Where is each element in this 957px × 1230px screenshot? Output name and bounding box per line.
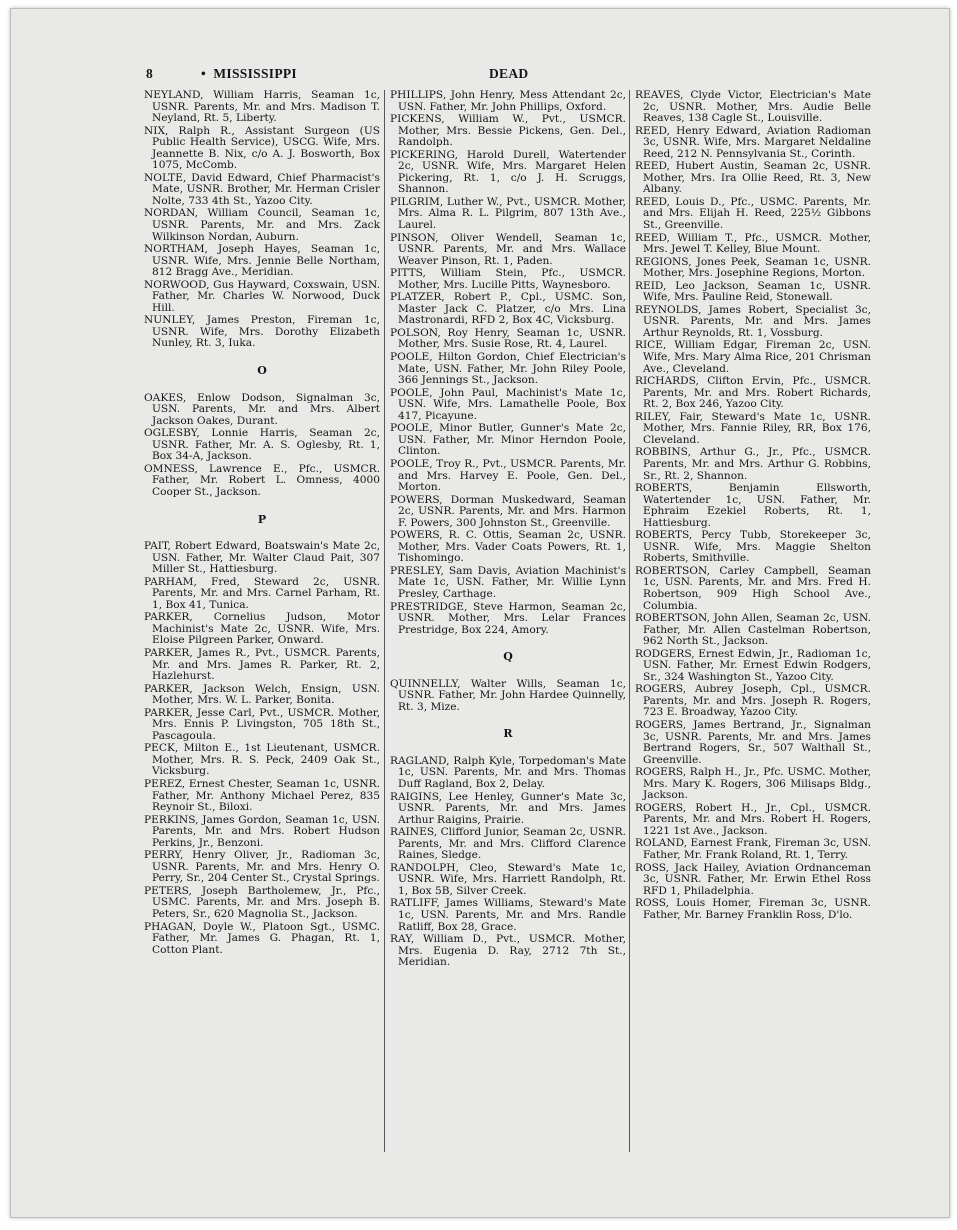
casualty-entry: ROBERTS, Percy Tubb, Storekeeper 3c, USNR. Wife, Mrs. Maggie Shelton Roberts, Smithville. — [635, 529, 871, 565]
casualty-entry: REID, Leo Jackson, Seaman 1c, USNR. Wife, Mrs. Pauline Reid, Stonewall. — [635, 279, 871, 304]
casualty-entry: PLATZER, Robert P., Cpl., USMC. Son, Master Jack C. Platzer, c/o Mrs. Lina Mastronardi, RFD 2, Box 4C, Vicksburg. — [390, 291, 626, 327]
casualty-entry: RAGLAND, Ralph Kyle, Torpedoman's Mate 1c, USN. Parents, Mr. and Mrs. Thomas Duff Ragland, Box 2, Delay. — [390, 754, 626, 790]
casualty-entry: NEYLAND, William Harris, Seaman 1c, USNR. Parents, Mr. and Mrs. Madison T. Neyland, Rt. 5, Liberty. — [144, 89, 380, 125]
casualty-entry: ROSS, Louis Homer, Fireman 3c, USNR. Father, Mr. Barney Franklin Ross, D'lo. — [635, 897, 871, 921]
casualty-entry: POLSON, Roy Henry, Seaman 1c, USNR. Mother, Mrs. Susie Rose, Rt. 4, Laurel. — [390, 326, 626, 351]
casualty-entry: ROGERS, Ralph H., Jr., Pfc. USMC. Mother, Mrs. Mary K. Rogers, 306 Milisaps Bldg., Jackson. — [635, 766, 871, 802]
casualty-entry: PERRY, Henry Oliver, Jr., Radioman 3c, USNR. Parents, Mr. and Mrs. Henry O. Perry, Sr., 204 Center St., Crystal Springs. — [144, 849, 380, 885]
casualty-entry: ROGERS, Robert H., Jr., Cpl., USMCR. Parents, Mr. and Mrs. Robert H. Rogers, 1221 1st Ave., Jackson. — [635, 801, 871, 837]
page-header — [146, 66, 876, 86]
casualty-entry: REAVES, Clyde Victor, Electrician's Mate 2c, USNR. Mother, Mrs. Audie Belle Reaves, 138 Cagle St., Louisville. — [635, 89, 871, 125]
casualty-entry: NIX, Ralph R., Assistant Surgeon (US Public Health Service), USCG. Wife, Mrs. Jeannette B. Nix, c/o A. J. Bosworth, Box 1075, McComb. — [144, 124, 380, 172]
casualty-entry: PERKINS, James Gordon, Seaman 1c, USN. Parents, Mr. and Mrs. Robert Hudson Perkins, Jr., Benzoni. — [144, 813, 380, 849]
section-letter: P — [257, 512, 267, 526]
column-2 — [390, 90, 626, 970]
casualty-entry: QUINNELLY, Walter Wills, Seaman 1c, USNR. Father, Mr. John Hardee Quinnelly, Rt. 3, Mize. — [390, 677, 626, 713]
casualty-entry: NUNLEY, James Preston, Fireman 1c, USNR. Wife, Mrs. Dorothy Elizabeth Nunley, Rt. 3, Iuka. — [144, 314, 380, 350]
casualty-entry: REYNOLDS, James Robert, Specialist 3c, USNR. Parents, Mr. and Mrs. James Arthur Reynolds, Rt. 1, Vossburg. — [635, 303, 871, 339]
section-letter: O — [257, 364, 267, 378]
casualty-entry: NORTHAM, Joseph Hayes, Seaman 1c, USNR. Wife, Mrs. Jennie Belle Northam, 812 Bragg Ave., Meridian. — [144, 243, 380, 279]
casualty-entry: ROGERS, Aubrey Joseph, Cpl., USMCR. Parents, Mr. and Mrs. Joseph R. Rogers, 723 E. Broadway, Yazoo City. — [635, 683, 871, 719]
casualty-entry: PILGRIM, Luther W., Pvt., USMCR. Mother, Mrs. Alma R. L. Pilgrim, 807 13th Ave., Laurel. — [390, 195, 626, 232]
casualty-entry: PHILLIPS, John Henry, Mess Attendant 2c, USN. Father, Mr. John Phillips, Oxford. — [390, 89, 626, 113]
section-title: DEAD — [489, 66, 529, 81]
casualty-entry: NORDAN, William Council, Seaman 1c, USNR. Parents, Mr. and Mrs. Zack Wilkinson Nordan, Auburn. — [144, 207, 380, 243]
casualty-entry: PARKER, Jesse Carl, Pvt., USMCR. Mother, Mrs. Ennis P. Livingston, 705 18th St., Pascagoula. — [144, 706, 380, 742]
section-letter: R — [503, 727, 513, 741]
casualty-entry: REED, Louis D., Pfc., USMC. Parents, Mr. and Mrs. Elijah H. Reed, 225½ Gibbons St., Greenville. — [635, 195, 871, 232]
casualty-entry: RODGERS, Ernest Edwin, Jr., Radioman 1c, USN. Father, Mr. Ernest Edwin Rodgers, Sr., 324 Washington St., Yazoo City. — [635, 647, 871, 683]
casualty-entry: ROBERTS, Benjamin Ellsworth, Watertender 1c, USN. Father, Mr. Ephraim Ezekiel Roberts, Rt. 1, Hattiesburg. — [635, 482, 871, 529]
casualty-entry: REED, William T., Pfc., USMCR. Mother, Mrs. Jewel T. Kelley, Blue Mount. — [635, 231, 871, 256]
casualty-entry: REED, Henry Edward, Aviation Radioman 3c, USNR. Wife, Mrs. Margaret Neldaline Reed, 212 N. Pennsylvania St., Corinth. — [635, 124, 871, 160]
page-number: 8 — [146, 66, 153, 81]
casualty-entry: POOLE, John Paul, Machinist's Mate 1c, USN. Wife, Mrs. Lamathelle Poole, Box 417, Picayune. — [390, 386, 626, 422]
section-letter: Q — [503, 650, 513, 664]
casualty-entry: RAY, William D., Pvt., USMCR. Mother, Mrs. Eugenia D. Ray, 2712 7th St., Meridian. — [390, 933, 626, 969]
casualty-entry: PICKENS, William W., Pvt., USMCR. Mother, Mrs. Bessie Pickens, Gen. Del., Randolph. — [390, 113, 626, 149]
casualty-entry: PEREZ, Ernest Chester, Seaman 1c, USNR. Father, Mr. Anthony Michael Perez, 835 Reynoir St., Biloxi. — [144, 777, 380, 814]
casualty-entry: RANDOLPH, Cleo, Steward's Mate 1c, USNR. Wife, Mrs. Harriett Randolph, Rt. 1, Box 5B, Silver Creek. — [390, 861, 626, 897]
casualty-entry: ROSS, Jack Hailey, Aviation Ordnanceman 3c, USNR. Father, Mr. Erwin Ethel Ross RFD 1, Philadelphia. — [635, 861, 871, 897]
casualty-entry: ROLAND, Earnest Frank, Fireman 3c, USN. Father, Mr. Frank Roland, Rt. 1, Terry. — [635, 837, 871, 861]
casualty-entry: POOLE, Minor Butler, Gunner's Mate 2c, USN. Father, Mr. Minor Herndon Poole, Clinton. — [390, 422, 626, 458]
column-rule — [629, 90, 630, 1152]
casualty-entry: PARKER, Cornelius Judson, Motor Machinist's Mate 2c, USNR. Wife, Mrs. Eloise Pilgreen Parker, Onward. — [144, 611, 380, 647]
casualty-entry: ROBERTSON, Carley Campbell, Seaman 1c, USN. Parents, Mr. and Mrs. Fred H. Robertson, 909 High School Ave., Columbia. — [635, 564, 871, 612]
casualty-entry: PICKERING, Harold Durell, Watertender 2c, USNR. Wife, Mrs. Margaret Helen Pickering, Rt. 1, c/o J. H. Scruggs, Shannon. — [390, 148, 626, 196]
casualty-entry: RAINES, Clifford Junior, Seaman 2c, USNR. Parents, Mr. and Mrs. Clifford Clarence Raines, Sledge. — [390, 826, 626, 862]
casualty-entry: POOLE, Troy R., Pvt., USMCR. Parents, Mr. and Mrs. Harvey E. Poole, Gen. Del., Morton. — [390, 457, 626, 494]
casualty-entry: PARHAM, Fred, Steward 2c, USNR. Parents, Mr. and Mrs. Carnel Parham, Rt. 1, Box 41, Tunica. — [144, 575, 380, 611]
casualty-entry: RATLIFF, James Williams, Steward's Mate 1c, USN. Parents, Mr. and Mrs. Randle Ratliff, Box 28, Grace. — [390, 897, 626, 933]
casualty-entry: PITTS, William Stein, Pfc., USMCR. Mother, Mrs. Lucille Pitts, Waynesboro. — [390, 267, 626, 291]
column-1 — [144, 90, 380, 957]
casualty-entry: RAIGINS, Lee Henley, Gunner's Mate 3c, USNR. Parents, Mr. and Mrs. James Arthur Raigins, Prairie. — [390, 790, 626, 826]
casualty-entry: RICHARDS, Clifton Ervin, Pfc., USMCR. Parents, Mr. and Mrs. Robert Richards, Rt. 2, Box 246, Yazoo City. — [635, 375, 871, 411]
casualty-entry: NORWOOD, Gus Hayward, Coxswain, USN. Father, Mr. Charles W. Norwood, Duck Hill. — [144, 278, 380, 314]
casualty-entry: ROBERTSON, John Allen, Seaman 2c, USN. Father, Mr. Allen Castelman Robertson, 962 North St., Jackson. — [635, 612, 871, 648]
casualty-entry: OAKES, Enlow Dodson, Signalman 3c, USN. Parents, Mr. and Mrs. Albert Jackson Oakes, Durant. — [144, 391, 380, 427]
casualty-entry: POWERS, Dorman Muskedward, Seaman 2c, USNR. Parents, Mr. and Mrs. Harmon F. Powers, 300 Johnston St., Greenville. — [390, 493, 626, 529]
casualty-entry: REED, Hubert Austin, Seaman 2c, USNR. Mother, Mrs. Ira Ollie Reed, Rt. 3, New Albany. — [635, 160, 871, 196]
casualty-entry: RILEY, Fair, Steward's Mate 1c, USNR. Mother, Mrs. Fannie Riley, RR, Box 176, Cleveland. — [635, 410, 871, 446]
state-title — [201, 66, 297, 82]
casualty-entry: OMNESS, Lawrence E., Pfc., USMCR. Father, Mr. Robert L. Omness, 4000 Cooper St., Jackson. — [144, 462, 380, 498]
casualty-entry: ROGERS, James Bertrand, Jr., Signalman 3c, USNR. Parents, Mr. and Mrs. James Bertrand Rogers, Sr., 507 Walthall St., Greenville. — [635, 718, 871, 766]
casualty-entry: NOLTE, David Edward, Chief Pharmacist's Mate, USNR. Brother, Mr. Herman Crisler Nolte, 733 4th St., Yazoo City. — [144, 171, 380, 207]
casualty-entry: PRESTRIDGE, Steve Harmon, Seaman 2c, USNR. Mother, Mrs. Lelar Frances Prestridge, Box 224, Amory. — [390, 600, 626, 636]
casualty-entry: PINSON, Oliver Wendell, Seaman 1c, USNR. Parents, Mr. and Mrs. Wallace Weaver Pinson, Rt. 1, Paden. — [390, 231, 626, 267]
casualty-entry: REGIONS, Jones Peek, Seaman 1c, USNR. Mother, Mrs. Josephine Regions, Morton. — [635, 255, 871, 280]
casualty-entry: PECK, Milton E., 1st Lieutenant, USMCR. Mother, Mrs. R. S. Peck, 2409 Oak St., Vicksburg. — [144, 742, 380, 778]
casualty-entry: RICE, William Edgar, Fireman 2c, USN. Wife, Mrs. Mary Alma Rice, 201 Chrisman Ave., Cleveland. — [635, 339, 871, 375]
header-bullet: • — [201, 66, 207, 81]
casualty-entry: POWERS, R. C. Ottis, Seaman 2c, USNR. Mother, Mrs. Vader Coats Powers, Rt. 1, Tishomingo. — [390, 529, 626, 565]
state-name: MISSISSIPPI — [213, 66, 297, 81]
casualty-entry: PARKER, Jackson Welch, Ensign, USN. Mother, Mrs. W. L. Parker, Bonita. — [144, 682, 380, 707]
column-rule — [384, 90, 385, 1152]
casualty-entry: OGLESBY, Lonnie Harris, Seaman 2c, USNR. Father, Mr. A. S. Oglesby, Rt. 1, Box 34-A, Jackson. — [144, 427, 380, 463]
casualty-entry: PAIT, Robert Edward, Boatswain's Mate 2c, USN. Father, Mr. Walter Claud Pait, 307 Miller St., Hattiesburg. — [144, 540, 380, 576]
casualty-entry: POOLE, Hilton Gordon, Chief Electrician's Mate, USN. Father, Mr. John Riley Poole, 366 Jennings St., Jackson. — [390, 351, 626, 387]
casualty-entry: ROBBINS, Arthur G., Jr., Pfc., USMCR. Parents, Mr. and Mrs. Arthur G. Robbins, Sr., Rt. 2, Shannon. — [635, 446, 871, 482]
casualty-entry: PETERS, Joseph Bartholemew, Jr., Pfc., USMC. Parents, Mr. and Mrs. Joseph B. Peters, Sr., 620 Magnolia St., Jackson. — [144, 884, 380, 920]
column-3 — [635, 90, 871, 922]
casualty-entry: PHAGAN, Doyle W., Platoon Sgt., USMC. Father, Mr. James G. Phagan, Rt. 1, Cotton Plant. — [144, 920, 380, 956]
casualty-entry: PARKER, James R., Pvt., USMCR. Parents, Mr. and Mrs. James R. Parker, Rt. 2, Hazlehurst. — [144, 646, 380, 683]
casualty-entry: PRESLEY, Sam Davis, Aviation Machinist's Mate 1c, USN. Father, Mr. Willie Lynn Presley, Carthage. — [390, 564, 626, 600]
